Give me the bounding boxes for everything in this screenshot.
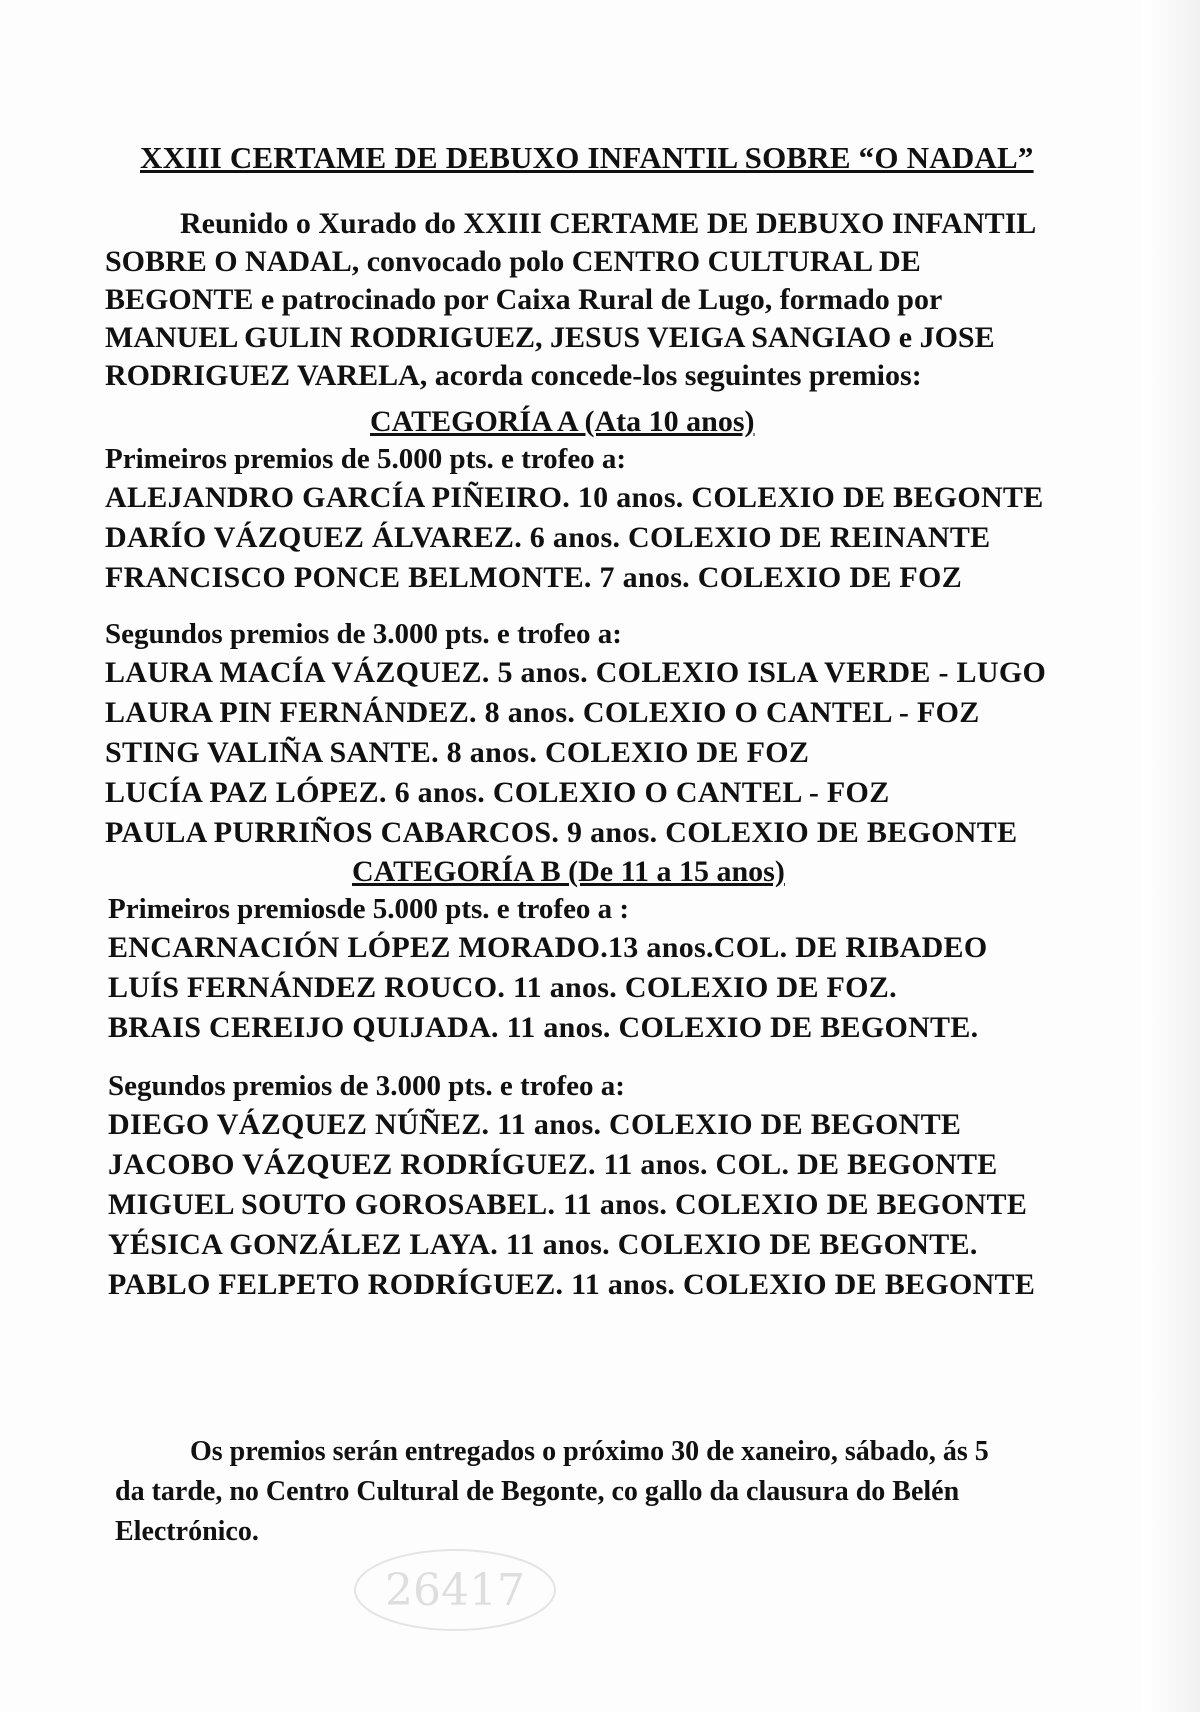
winner-line: LUCÍA PAZ LÓPEZ. 6 anos. COLEXIO O CANTEL - FOZ — [105, 776, 890, 809]
page-edge-shadow — [1142, 0, 1200, 1712]
winner-line: MIGUEL SOUTO GOROSABEL. 11 anos. COLEXIO DE BEGONTE — [108, 1188, 1028, 1221]
category-b-second-prizes — [108, 1067, 1035, 1305]
category-a-heading: CATEGORÍA A (Ata 10 anos) — [370, 405, 755, 438]
closing-line: Electrónico. — [115, 1516, 259, 1547]
prize-label: Primeiros premiosde 5.000 pts. e trofeo a : — [108, 893, 630, 925]
category-a-first-prizes — [105, 440, 1044, 598]
prize-label: Segundos premios de 3.000 pts. e trofeo a: — [108, 1070, 625, 1102]
category-b-heading: CATEGORÍA B (De 11 a 15 anos) — [352, 855, 785, 888]
intro-line: BEGONTE e patrocinado por Caixa Rural de Lugo, formado por — [105, 283, 943, 316]
intro-line: Reunido o Xurado do XXIII CERTAME DE DEBUXO INFANTIL — [180, 207, 1037, 240]
winner-line: LAURA MACÍA VÁZQUEZ. 5 anos. COLEXIO ISLA VERDE - LUGO — [105, 656, 1047, 689]
winner-line: PABLO FELPETO RODRÍGUEZ. 11 anos. COLEXIO DE BEGONTE — [108, 1268, 1036, 1301]
intro-paragraph — [105, 205, 1135, 395]
category-a-second-prizes — [105, 615, 1046, 853]
winner-line: STING VALIÑA SANTE. 8 anos. COLEXIO DE FOZ — [105, 736, 810, 769]
closing-line: da tarde, no Centro Cultural de Begonte, co gallo da clausura do Belén — [115, 1476, 960, 1507]
winner-line: FRANCISCO PONCE BELMONTE. 7 anos. COLEXIO DE FOZ — [105, 561, 963, 594]
faded-stamp-mark — [350, 1545, 560, 1635]
intro-line: RODRIGUEZ VARELA, acorda concede-los seguintes premios: — [105, 359, 922, 392]
winner-line: DIEGO VÁZQUEZ NÚÑEZ. 11 anos. COLEXIO DE BEGONTE — [108, 1108, 962, 1141]
intro-line: MANUEL GULIN RODRIGUEZ, JESUS VEIGA SANGIAO e JOSE — [105, 321, 995, 354]
document-title: XXIII CERTAME DE DEBUXO INFANTIL SOBRE “O NADAL” — [140, 140, 1034, 175]
intro-line: SOBRE O NADAL, convocado polo CENTRO CULTURAL DE — [105, 245, 921, 278]
winner-line: ENCARNACIÓN LÓPEZ MORADO.13 anos.COL. DE RIBADEO — [108, 931, 988, 964]
winner-line: LUÍS FERNÁNDEZ ROUCO. 11 anos. COLEXIO DE FOZ. — [108, 971, 897, 1004]
stamp-number: 26417 — [385, 1565, 525, 1616]
winner-line: LAURA PIN FERNÁNDEZ. 8 anos. COLEXIO O CANTEL - FOZ — [105, 696, 980, 729]
winner-line: DARÍO VÁZQUEZ ÁLVAREZ. 6 anos. COLEXIO DE REINANTE — [105, 521, 991, 554]
winner-line: PAULA PURRIÑOS CABARCOS. 9 anos. COLEXIO DE BEGONTE — [105, 816, 1018, 849]
prize-label: Segundos premios de 3.000 pts. e trofeo a: — [105, 618, 622, 650]
winner-line: JACOBO VÁZQUEZ RODRÍGUEZ. 11 anos. COL. DE BEGONTE — [108, 1148, 998, 1181]
winner-line: YÉSICA GONZÁLEZ LAYA. 11 anos. COLEXIO DE BEGONTE. — [108, 1228, 978, 1261]
winner-line: BRAIS CEREIJO QUIJADA. 11 anos. COLEXIO DE BEGONTE. — [108, 1011, 979, 1044]
winner-line: ALEJANDRO GARCÍA PIÑEIRO. 10 anos. COLEXIO DE BEGONTE — [105, 481, 1044, 514]
prize-label: Primeiros premios de 5.000 pts. e trofeo a: — [105, 443, 627, 475]
category-b-first-prizes — [108, 890, 987, 1048]
closing-line: Os premios serán entregados o próximo 30 de xaneiro, sábado, ás 5 — [190, 1436, 989, 1467]
closing-paragraph — [115, 1432, 1145, 1552]
